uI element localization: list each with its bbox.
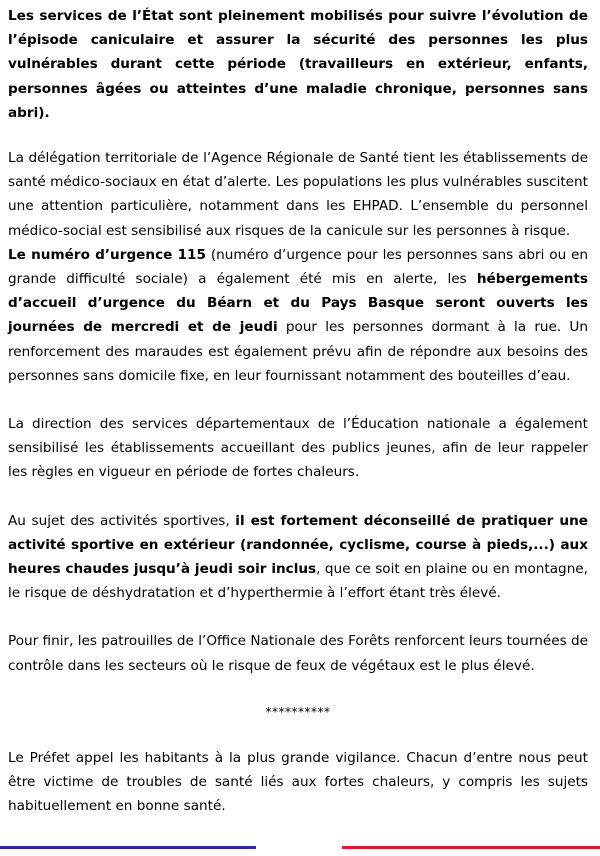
sport-text-1: Au sujet des activités sportives, [8, 512, 236, 529]
urgence-text-2: pour les personnes dormant à la rue. Un renforcement des maraudes est également prévu afin de répondre aux besoins des personnes sans domicile fixe, en leur fournissant notamment des bouteilles d’eau. [8, 319, 588, 384]
hebergements-bold: hébergements d’accueil d’urgence du Béarn et du Pays Basque seront ouverts les journées de mercredi et de jeudi [8, 271, 588, 336]
paragraph-sport [8, 509, 588, 606]
section-separator: ********** [265, 704, 331, 719]
paragraph-onf: Pour finir, les patrouilles de l’Office Nationale des Forêts renforcent leurs tournées de contrôle dans les secteurs où le risque de feux de végétaux est le plus élevé. [8, 633, 588, 674]
sport-warning-bold: il est fortement déconseillé de pratiquer une activité sportive en extérieur (randonnée, cyclisme, course à pieds,...) aux heures chaudes jusqu’à jeudi soir inclus [8, 512, 588, 578]
footer-rule-blue [0, 846, 256, 849]
paragraph-intro [8, 4, 588, 125]
paragraph-urgence-115 [8, 243, 588, 388]
paragraph-prefet: Le Préfet appel les habitants à la plus grande vigilance. Chacun d’entre nous peut être victime de troubles de santé liés aux fortes chaleurs, y compris les sujets habituellement en bonne santé. [8, 749, 588, 815]
paragraph-education: La direction des services départementaux de l’Éducation nationale a également sensibilisé les établissements accueillant des publics jeunes, afin de leur rappeler les règles en vigueur en période de fortes chaleurs. [8, 416, 588, 481]
footer-rule-red [342, 846, 600, 849]
paragraph-ars: La délégation territoriale de l’Agence Régionale de Santé tient les établissements de santé médico-sociaux en état d’alerte. Les populations les plus vulnérables suscitent une attention particulière, notamment dans les EHPAD. L’ensemble du personnel médico-social est sensibilisé aux risques de la canicule sur les personnes à risque. [8, 150, 588, 239]
intro-bold-text: Les services de l’État sont pleinement mobilisés pour suivre l’évolution de l’épisode caniculaire et assurer la sécurité des personnes les plus vulnérables durant cette période (travailleurs en extérieur, enfants, personnes âgées ou atteintes d’une maladie chronique, personnes sans abri). [8, 8, 588, 121]
sport-text-2: , que ce soit en plaine ou en montagne, le risque de déshydratation et d’hyperthermie à l’effort étant très élevé. [8, 561, 588, 602]
urgence-text-1: (numéro d’urgence pour les personnes sans abri ou en grande difficulté sociale) a également été mis en alerte, les [8, 246, 589, 288]
urgence-number-bold: Le numéro d’urgence 115 [8, 246, 206, 263]
document-body [8, 4, 588, 818]
